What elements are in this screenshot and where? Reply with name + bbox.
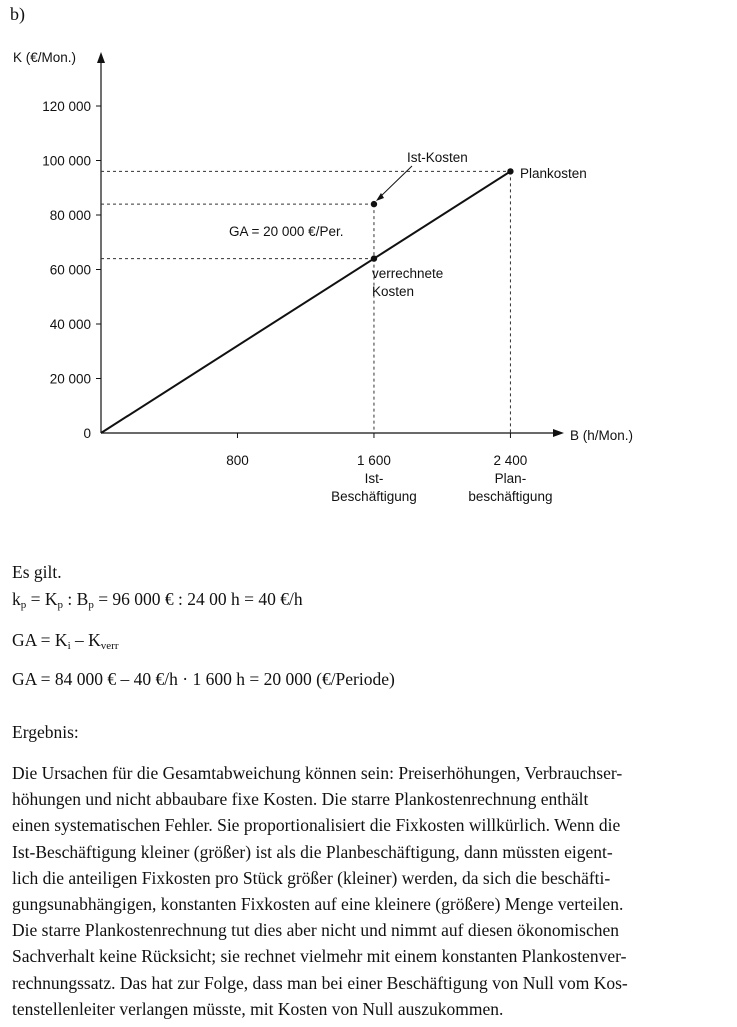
paragraph-line: einen systematischen Fehler. Sie proportionalisiert die Fixkosten willkürlich. Wenn die <box>12 815 621 836</box>
formula-kp-k: k <box>12 589 21 609</box>
formula-ga <box>12 627 119 659</box>
point-plankosten <box>507 168 513 174</box>
y-tick-label: 40 000 <box>49 317 91 332</box>
y-tick-label: 20 000 <box>49 371 91 387</box>
label-ist-kosten: Ist-Kosten <box>407 150 468 165</box>
paragraph-line: Die starre Plankostenrechnung tut dies aber nicht und nimmt auf diesen ökonomischen <box>12 920 620 941</box>
x-tick-label: 1 600 <box>357 453 391 468</box>
y-tick-label: 0 <box>83 426 91 441</box>
paragraph-line: Ist-Beschäftigung kleiner (größer) ist als die Planbeschäftigung, dann müssten eigent- <box>12 841 613 862</box>
result-heading: Ergebnis: <box>12 722 79 742</box>
formula-kp-sub: p <box>20 599 27 611</box>
x-tick-label: 2 400 <box>493 453 528 468</box>
label-ga: GA = 20 000 €/Per. <box>229 224 344 239</box>
formula-kp-sub3: p <box>88 599 94 611</box>
x-tick-label: 800 <box>226 453 249 468</box>
label-plankosten: Plankosten <box>520 166 587 181</box>
paragraph-line: Sachverhalt keine Rücksicht; sie rechnet vielmehr mit einem konstanten Plankostenver- <box>12 946 627 967</box>
series-line-plankosten <box>101 171 510 433</box>
y-tick-label: 100 000 <box>42 153 91 169</box>
point-ist-kosten <box>371 201 377 207</box>
label-verrechnete: verrechnete <box>372 266 444 281</box>
paragraph-line: lich die anteiligen Fixkosten pro Stück größer (kleiner) werden, da sich die beschäfti- <box>12 867 611 888</box>
formula-kp <box>12 586 303 618</box>
formula-ga-value: GA = 84 000 € – 40 €/h · 1 600 h = 20 000 (€/Periode) <box>12 669 395 689</box>
paragraph-line: höhungen und nicht abbaubare fixe Kosten. Die starre Plankostenrechnung enthält <box>12 789 589 810</box>
chart-series <box>101 171 510 433</box>
ist-kosten-leader <box>380 166 412 197</box>
y-tick-label: 60 000 <box>49 262 91 278</box>
x-axis-arrow <box>553 429 564 437</box>
formula-kp-eq: = K <box>26 589 58 609</box>
formula-kp-mid: : B <box>63 589 89 609</box>
y-axis-arrow <box>97 52 105 63</box>
chart-axes <box>13 50 633 504</box>
paragraph-line: rechnungssatz. Das hat zur Folge, dass man bei einer Beschäftigung von Null vom Kos- <box>12 972 628 993</box>
paragraph-line: Die Ursachen für die Gesamtabweichung können sein: Preiserhöhungen, Verbrauchser- <box>12 763 623 783</box>
chart-labels <box>229 150 587 299</box>
x-tick-sublabel: Beschäftigung <box>331 489 417 504</box>
formula-ga-sub-i: i <box>67 640 71 652</box>
formula-ga-sub-verr: verr <box>100 640 119 652</box>
formula-kp-sub2: p <box>57 599 64 611</box>
label-verrechnete-kosten: Kosten <box>372 284 415 299</box>
x-axis-label: B (h/Mon.) <box>570 428 634 443</box>
intro-text: Es gilt. <box>12 562 62 582</box>
y-tick-label: 120 000 <box>42 99 91 114</box>
formula-ga-mid: – K <box>70 630 101 650</box>
x-tick-sublabel: Ist- <box>364 471 384 486</box>
paragraph-line: tenstellenleiter verlangen müsste, mit Kosten von Null auszukommen. <box>12 998 504 1019</box>
y-tick-label: 80 000 <box>49 208 91 223</box>
part-label: b) <box>10 4 25 24</box>
x-tick-sublabel: beschäftigung <box>468 489 553 504</box>
y-axis-label: K (€/Mon.) <box>13 50 77 65</box>
x-tick-sublabel: Plan- <box>494 471 527 486</box>
paragraph-line: gungsunabhängigen, konstanten Fixkosten auf eine kleinere (größere) Menge verteilen. <box>12 894 624 915</box>
point-verrechnete-kosten <box>371 255 377 261</box>
result-paragraph <box>12 760 727 1022</box>
formula-ga-lhs: GA = K <box>12 630 68 650</box>
formula-kp-rest: = 96 000 € : 24 00 h = 40 €/h <box>93 589 303 609</box>
